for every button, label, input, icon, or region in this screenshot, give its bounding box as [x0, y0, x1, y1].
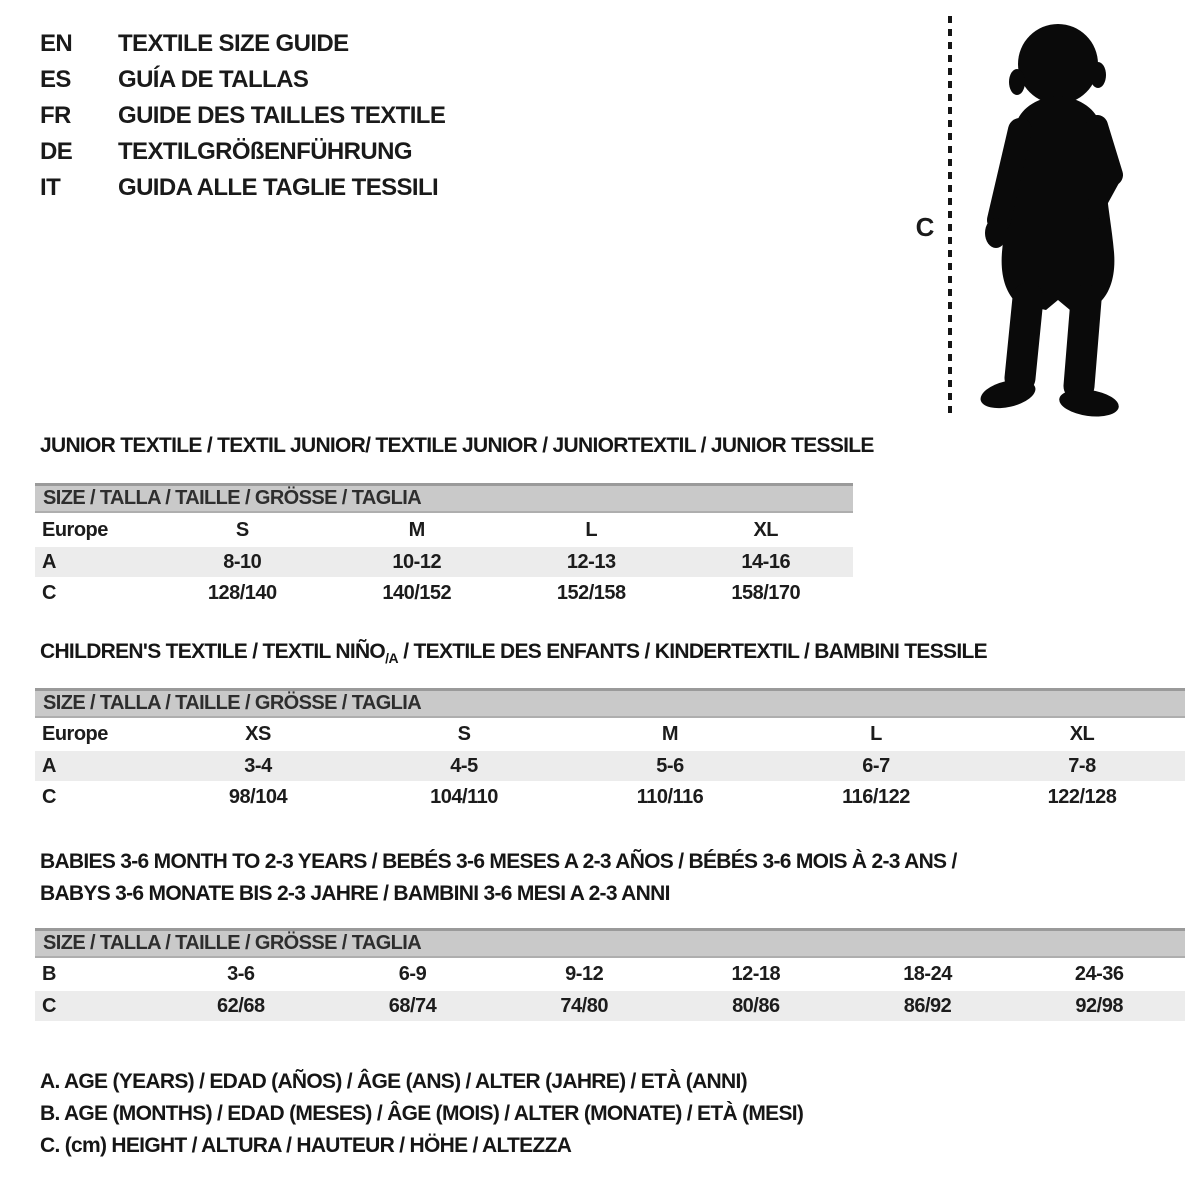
junior-size-table: [35, 483, 853, 610]
language-code: IT: [40, 174, 61, 201]
children-size-row: [35, 718, 1185, 751]
language-row: [40, 26, 445, 62]
months-cell: 24-36: [1074, 963, 1124, 985]
language-title-list: [40, 26, 445, 206]
height-cell: 104/110: [430, 786, 498, 808]
row-label: C: [42, 994, 56, 1017]
babies-height-row: [35, 991, 1185, 1021]
size-cell: L: [585, 518, 598, 541]
junior-section-title: JUNIOR TEXTILE / TEXTIL JUNIOR/ TEXTILE JUNIOR / JUNIORTEXTIL / JUNIOR TESSILE: [40, 434, 874, 457]
legend-line-age-years: A. AGE (YEARS) / EDAD (AÑOS) / ÂGE (ANS) / ALTER (JAHRE) / ETÀ (ANNI): [40, 1070, 747, 1093]
height-cell: 86/92: [903, 994, 952, 1017]
language-code: DE: [40, 138, 73, 165]
height-cell: 68/74: [388, 994, 437, 1017]
height-cell: 62/68: [217, 994, 265, 1017]
children-section-title: [40, 640, 987, 666]
language-row: [40, 98, 445, 134]
children-age-row: [35, 751, 1185, 781]
height-cell: 110/116: [636, 786, 704, 808]
babies-title-line1: BABIES 3-6 MONTH TO 2-3 YEARS / BEBÉS 3-6 MESES A 2-3 AÑOS / BÉBÉS 3-6 MOIS À 2-3 ANS /: [40, 850, 957, 873]
size-cell: XL: [753, 518, 779, 541]
language-code: FR: [40, 102, 71, 129]
months-cell: 18-24: [903, 963, 952, 985]
children-title-pre: CHILDREN'S TEXTILE / TEXTIL NIÑO: [40, 640, 386, 663]
height-cell: 152/158: [556, 582, 626, 604]
age-cell: 3-4: [244, 754, 272, 777]
height-cell: 128/140: [207, 582, 277, 604]
age-cell: 7-8: [1068, 754, 1096, 777]
language-row: [40, 170, 445, 206]
size-cell: M: [661, 723, 679, 745]
height-cell: 98/104: [228, 786, 288, 808]
babies-months-row: [35, 958, 1185, 991]
height-cell: 80/86: [732, 994, 780, 1017]
height-cell: 74/80: [560, 994, 608, 1017]
size-header-bar: SIZE / TALLA / TAILLE / GRÖSSE / TAGLIA: [35, 483, 853, 513]
size-cell: S: [457, 723, 471, 745]
age-cell: 6-7: [862, 754, 890, 777]
legend-line-age-months: B. AGE (MONTHS) / EDAD (MESES) / ÂGE (MOIS) / ALTER (MONATE) / ETÀ (MESI): [40, 1102, 804, 1125]
height-cell: 140/152: [382, 582, 452, 604]
junior-height-row: [35, 577, 853, 610]
size-cell: XL: [1069, 723, 1095, 745]
size-header-bar: SIZE / TALLA / TAILLE / GRÖSSE / TAGLIA: [35, 928, 1185, 958]
language-title: GUIDE DES TAILLES TEXTILE: [118, 102, 446, 129]
age-cell: 12-13: [566, 550, 616, 573]
size-cell: M: [408, 518, 425, 541]
measurement-legend: [40, 1066, 803, 1162]
row-label: Europe: [42, 723, 108, 745]
height-measure-dashed-line: [948, 16, 952, 416]
language-code: EN: [40, 30, 73, 57]
junior-size-row: [35, 513, 853, 547]
size-cell: L: [870, 723, 882, 745]
age-cell: 5-6: [656, 754, 684, 777]
months-cell: 9-12: [565, 963, 604, 985]
children-height-row: [35, 781, 1185, 814]
age-cell: 10-12: [392, 550, 442, 573]
months-cell: 12-18: [731, 963, 781, 985]
row-label: C: [42, 786, 56, 808]
language-title: GUÍA DE TALLAS: [118, 66, 309, 93]
language-code: ES: [40, 66, 71, 93]
months-cell: 6-9: [398, 963, 427, 985]
babies-title-line2: BABYS 3-6 MONATE BIS 2-3 JAHRE / BAMBINI 3-6 MESI A 2-3 ANNI: [40, 882, 670, 905]
size-cell: S: [235, 518, 249, 541]
size-header-bar: SIZE / TALLA / TAILLE / GRÖSSE / TAGLIA: [35, 688, 1185, 718]
row-label: B: [42, 963, 56, 985]
age-cell: 14-16: [741, 550, 791, 573]
junior-age-row: [35, 547, 853, 577]
language-row: [40, 134, 445, 170]
height-cell: 158/170: [731, 582, 801, 604]
toddler-silhouette-icon: [962, 12, 1144, 420]
row-label: A: [42, 550, 56, 573]
height-cell: 122/128: [1047, 786, 1117, 808]
children-title-post: / TEXTILE DES ENFANTS / KINDERTEXTIL / BAMBINI TESSILE: [398, 640, 987, 663]
row-label: Europe: [42, 518, 108, 541]
age-cell: 4-5: [450, 754, 478, 777]
size-cell: XS: [245, 723, 271, 745]
babies-section-title: [40, 846, 957, 910]
children-size-table: [35, 688, 1185, 814]
months-cell: 3-6: [227, 963, 255, 985]
children-title-sub: /A: [385, 650, 399, 666]
legend-line-height: C. (cm) HEIGHT / ALTURA / HAUTEUR / HÖHE / ALTEZZA: [40, 1134, 572, 1157]
language-title: GUIDA ALLE TAGLIE TESSILI: [118, 174, 439, 201]
height-cell: 92/98: [1075, 994, 1123, 1017]
age-cell: 8-10: [223, 550, 262, 573]
height-measure-label: C: [915, 212, 935, 242]
language-title: TEXTILE SIZE GUIDE: [118, 30, 349, 57]
language-row: [40, 62, 445, 98]
height-cell: 116/122: [842, 786, 910, 808]
babies-size-table: [35, 928, 1185, 1021]
language-title: TEXTILGRÖßENFÜHRUNG: [118, 138, 412, 165]
row-label: A: [42, 754, 56, 777]
row-label: C: [42, 582, 56, 604]
